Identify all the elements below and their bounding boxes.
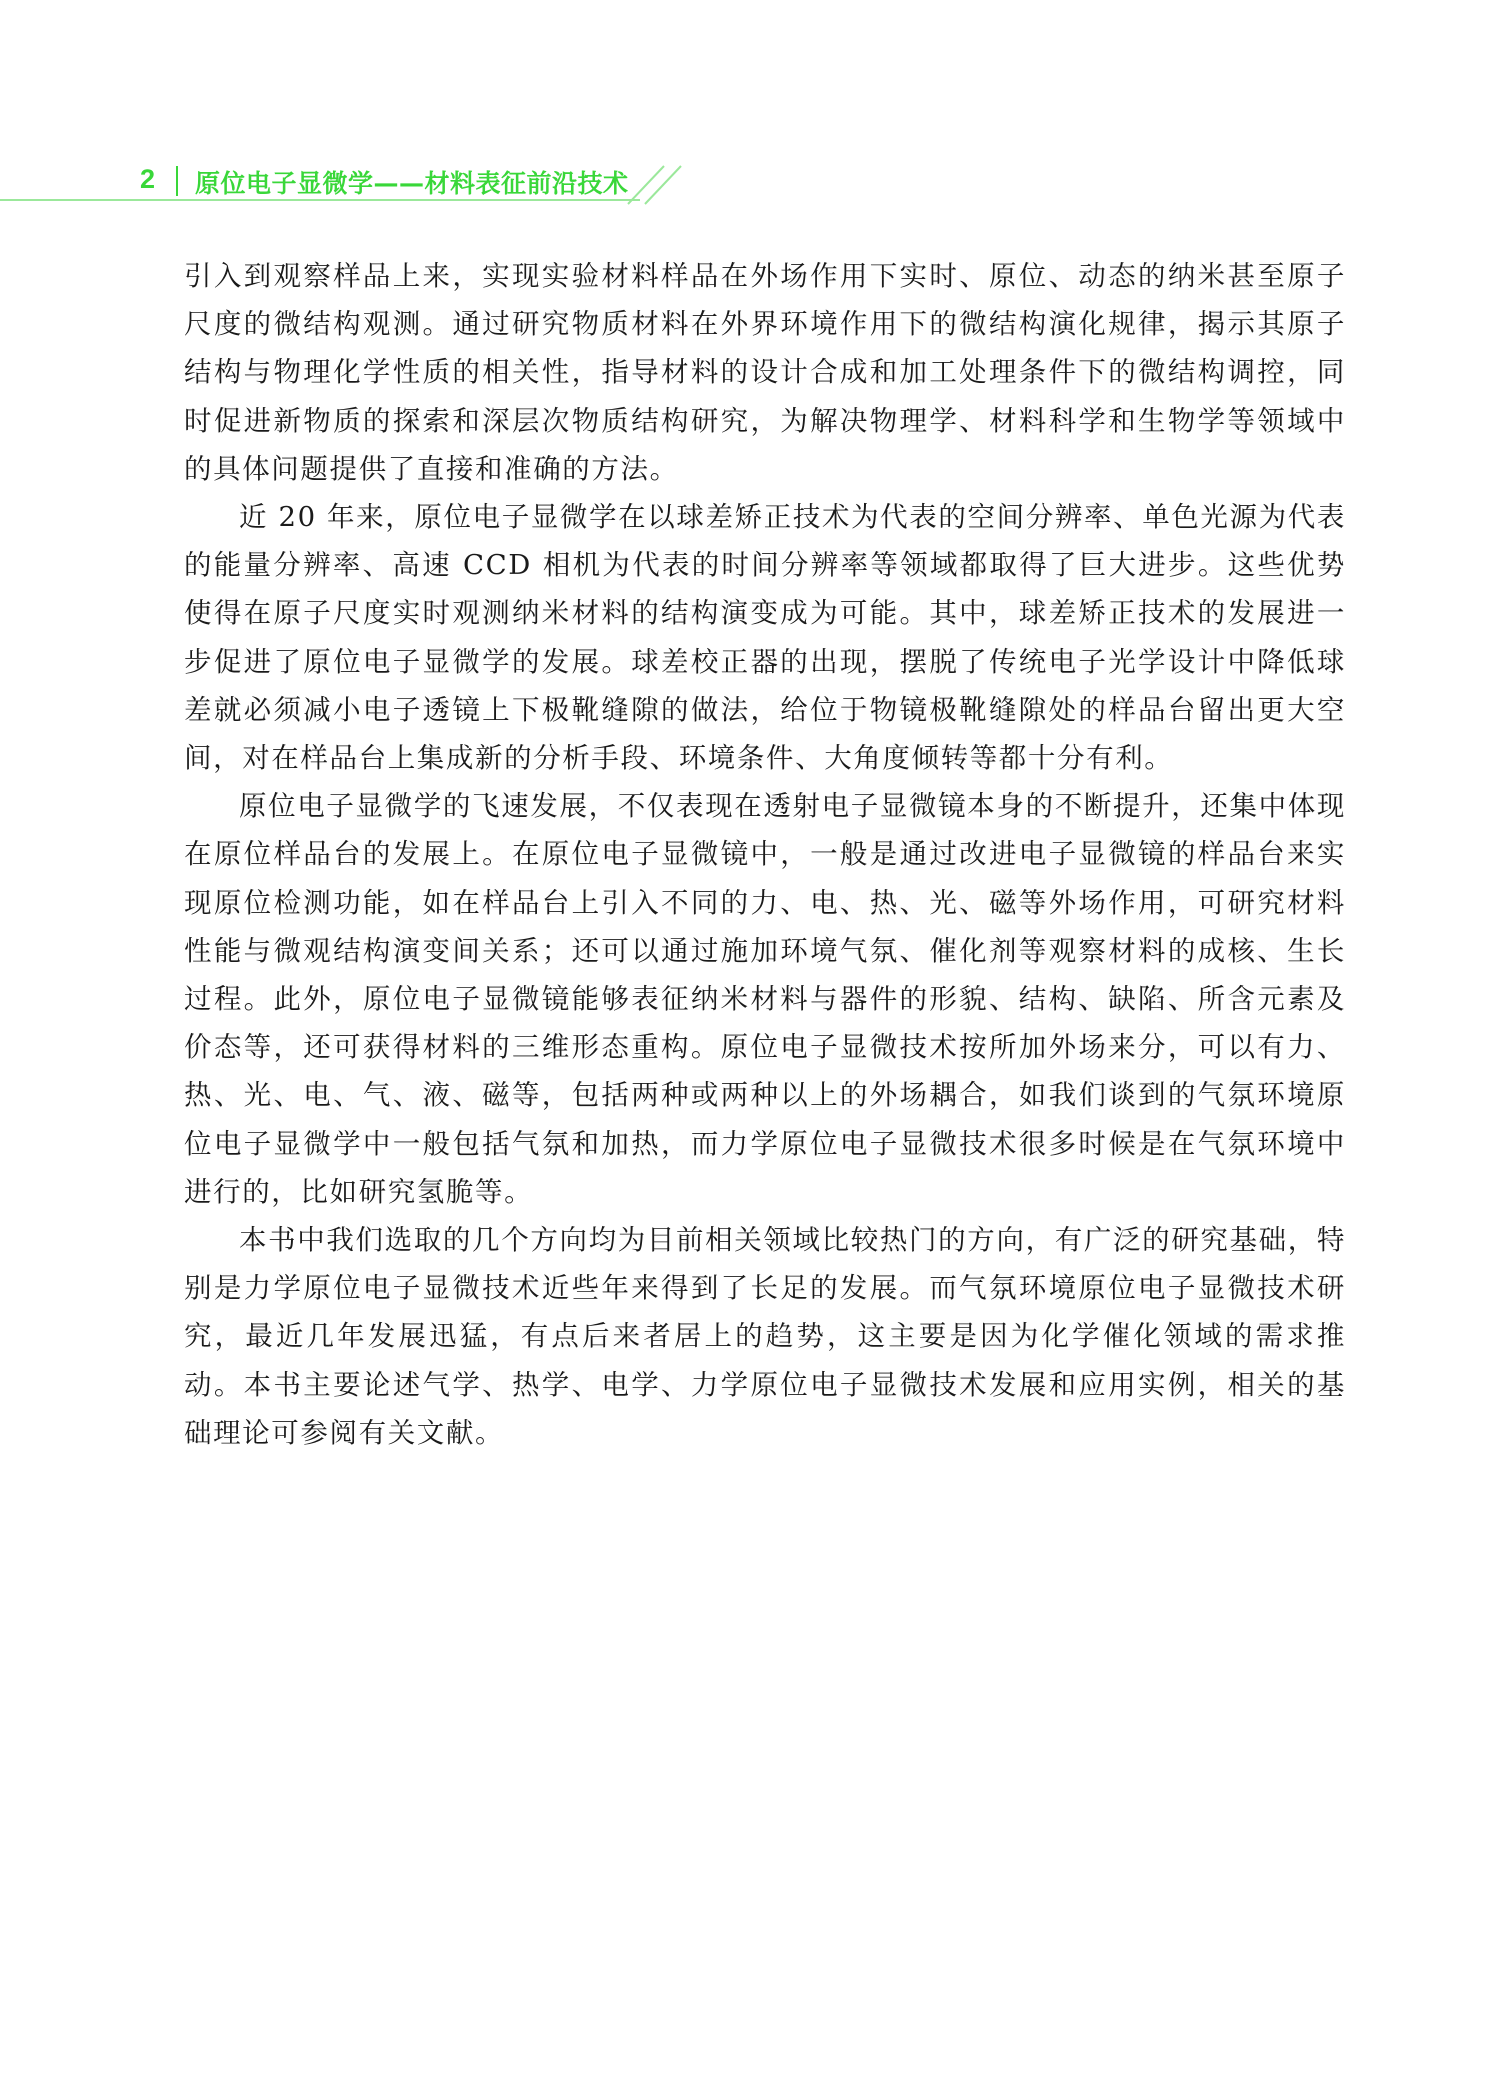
page-number: 2	[140, 164, 156, 194]
paragraph-continued: 引入到观察样品上来，实现实验材料样品在外场作用下实时、原位、动态的纳米甚至原子尺度的微结构观测。通过研究物质材料在外界环境作用下的微结构演化规律，揭示其原子结构与物理化学性质的相关性，指导材料的设计合成和加工处理条件下的微结构调控，同时促进新物质的探索和深层次物质结构研究，为解决物理学、材料科学和生物学等领域中的具体问题提供了直接和准确的方法。	[184, 260, 1346, 485]
running-header	[0, 150, 1497, 220]
paragraph-sample-holders: 原位电子显微学的飞速发展，不仅表现在透射电子显微镜本身的不断提升，还集中体现在原位样品台的发展上。在原位电子显微镜中，一般是通过改进电子显微镜的样品台来实现原位检测功能，如在样品台上引入不同的力、电、热、光、磁等外场作用，可研究材料性能与微观结构演变间关系；还可以通过施加环境气氛、催化剂等观察材料的成核、生长过程。此外，原位电子显微镜能够表征纳米材料与器件的形貌、结构、缺陷、所含元素及价态等，还可获得材料的三维形态重构。原位电子显微技术按所加外场来分，可以有力、热、光、电、气、液、磁等，包括两种或两种以上的外场耦合，如我们谈到的气氛环境原位电子显微学中一般包括气氛和加热，而力学原位电子显微技术很多时候是在气氛环境中进行的，比如研究氢脆等。	[184, 790, 1346, 1208]
book-title: 原位电子显微学——材料表征前沿技术	[195, 169, 629, 198]
paragraph-book-scope: 本书中我们选取的几个方向均为目前相关领域比较热门的方向，有广泛的研究基础，特别是力学原位电子显微技术近些年来得到了长足的发展。而气氛环境原位电子显微技术研究，最近几年发展迅猛，有点后来者居上的趋势，这主要是因为化学催化领域的需求推动。本书主要论述气学、热学、电学、力学原位电子显微技术发展和应用实例，相关的基础理论可参阅有关文献。	[184, 1224, 1346, 1449]
paragraph-progress: 近 20 年来，原位电子显微学在以球差矫正技术为代表的空间分辨率、单色光源为代表的能量分辨率、高速 CCD 相机为代表的时间分辨率等领域都取得了巨大进步。这些优势使得在原子尺度实时观测纳米材料的结构演变成为可能。其中，球差矫正技术的发展进一步促进了原位电子显微学的发展。球差校正器的出现，摆脱了传统电子光学设计中降低球差就必须减小电子透镜上下极靴缝隙的做法，给位于物镜极靴缝隙处的样品台留出更大空间，对在样品台上集成新的分析手段、环境条件、大角度倾转等都十分有利。	[184, 501, 1346, 775]
body-text	[184, 252, 1346, 1457]
header-divider	[176, 166, 178, 196]
